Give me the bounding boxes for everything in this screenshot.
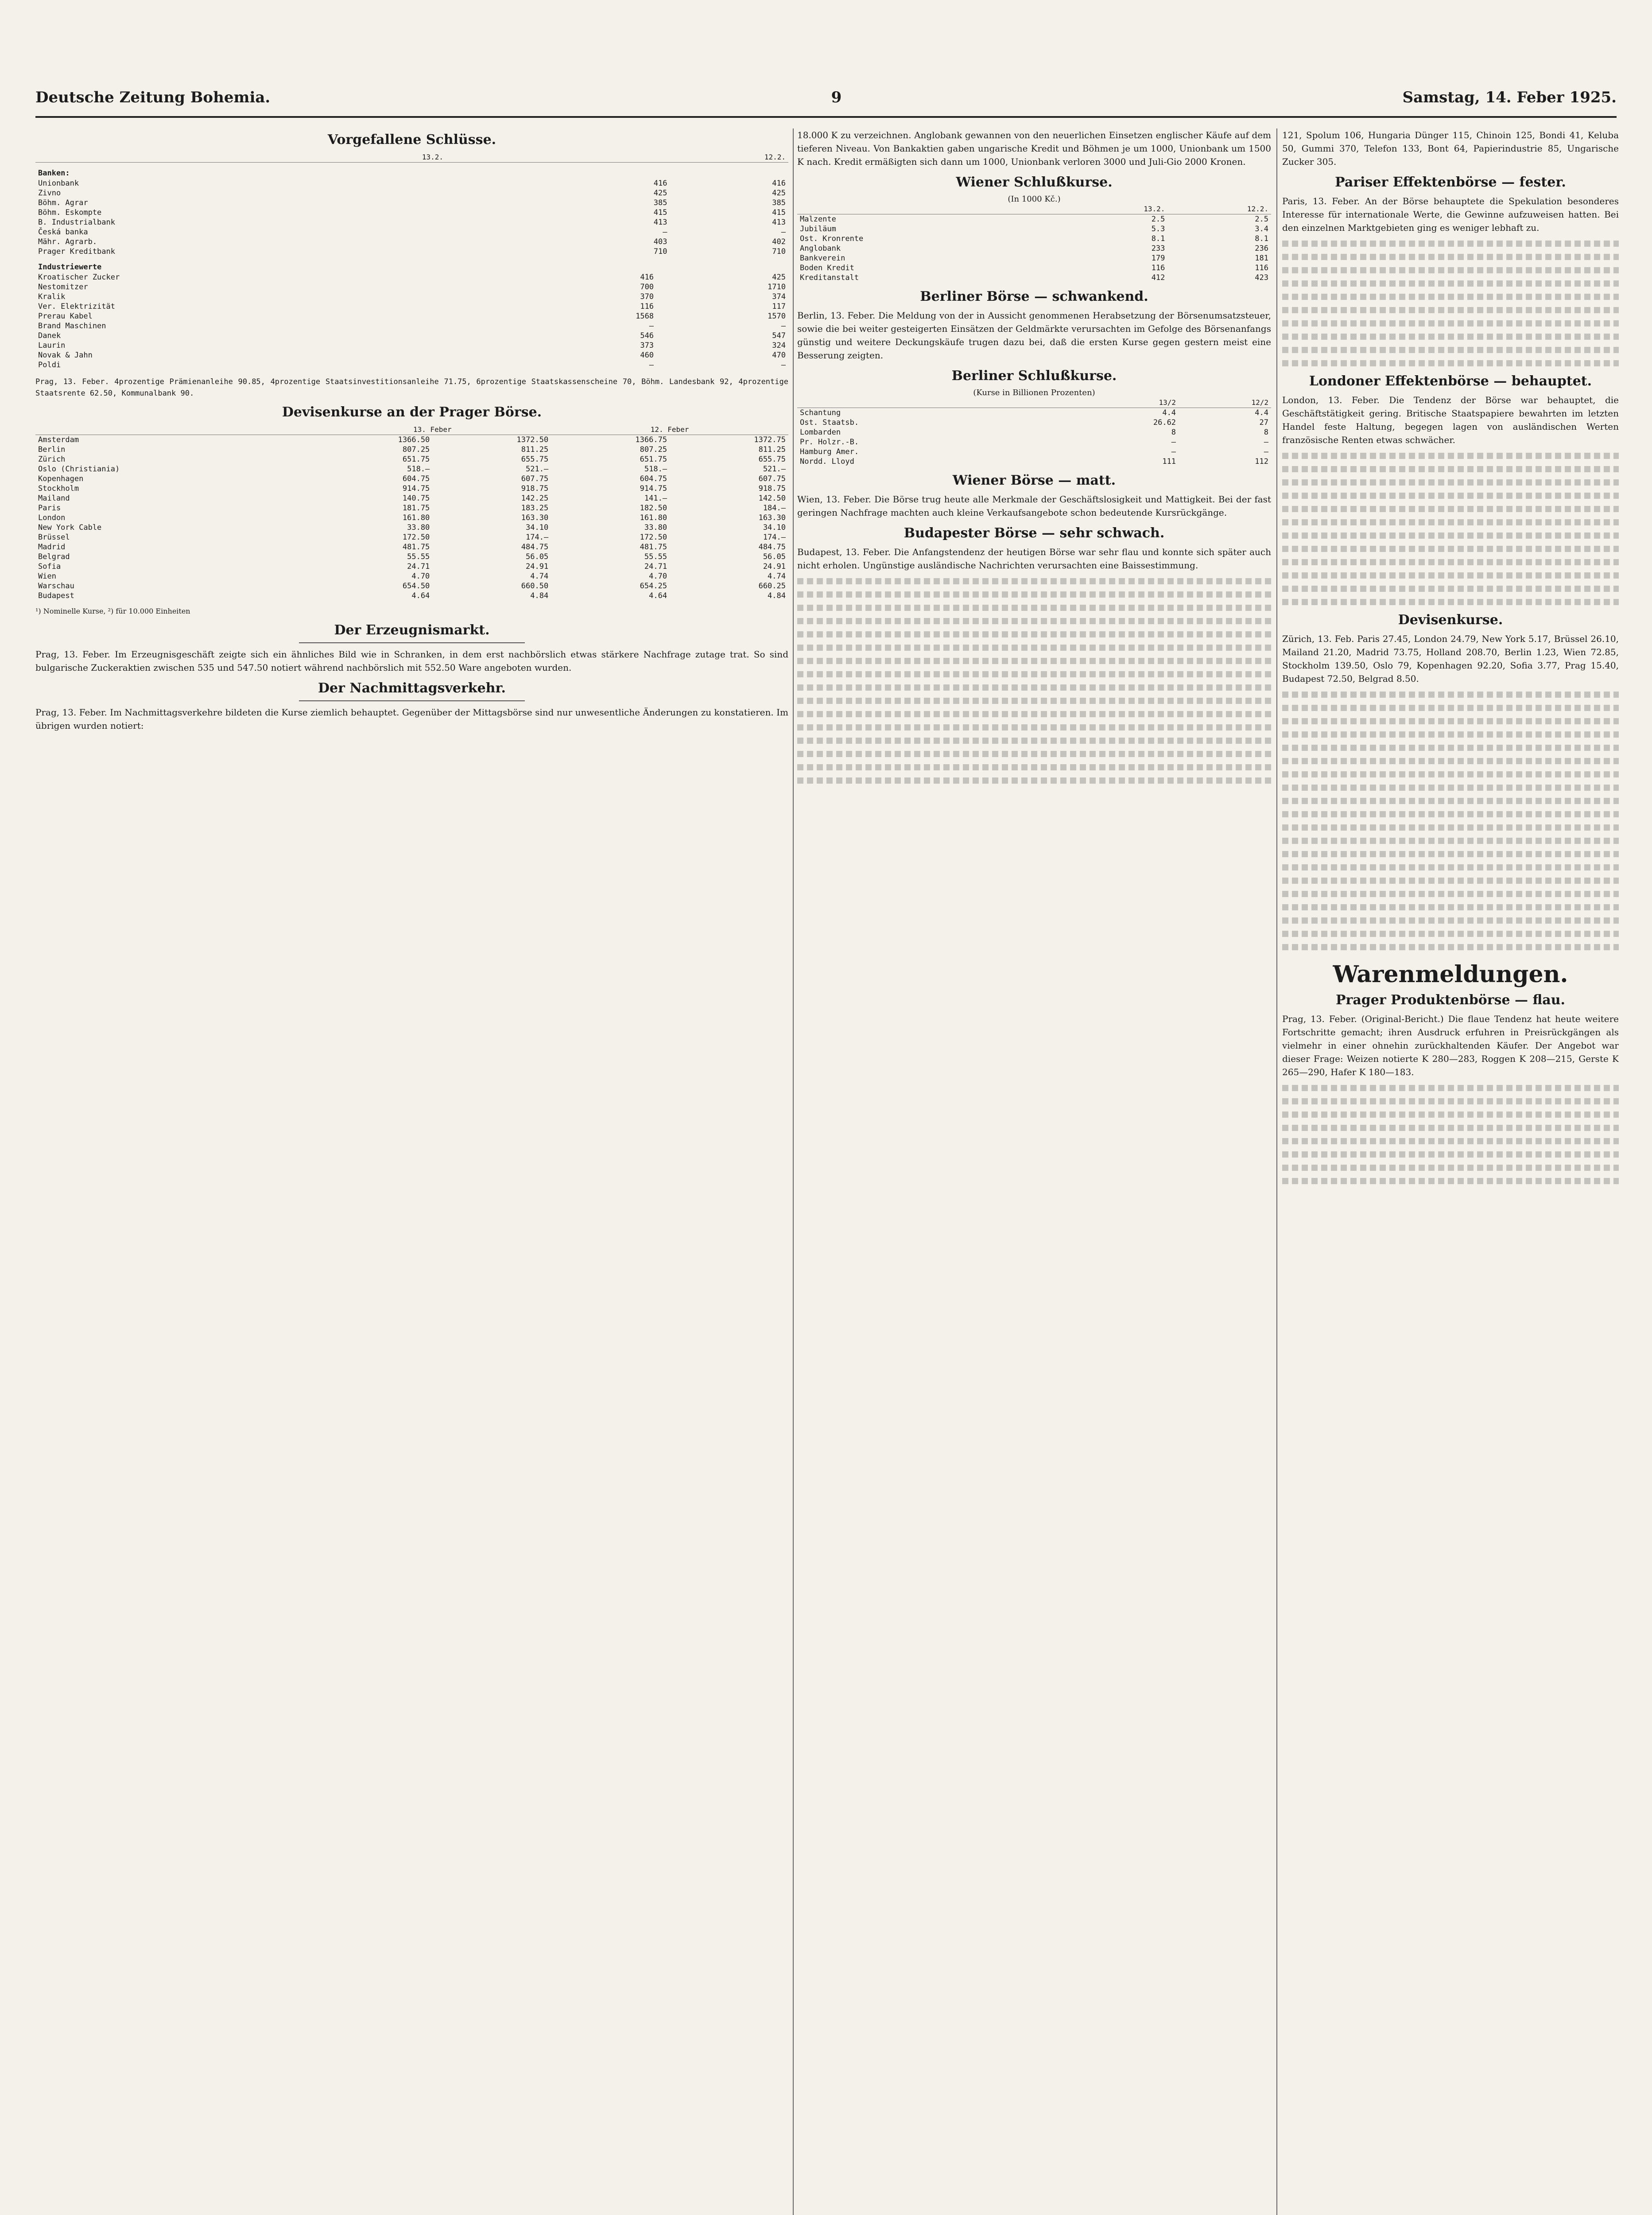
rate-cell: 651.75 (640, 455, 667, 464)
article-text: 121, Spolum 106, Hungaria Dünger 115, Chinoin 125, Bondi 41, Keluba 50, Gummi 370, Telefon 133, Bont 64, Papierindustrie 85, Ungarische Zucker 305. (1282, 130, 1619, 167)
cell: 8 (1171, 428, 1176, 437)
table-row (35, 218, 788, 227)
cell: 111 (1162, 457, 1176, 466)
table-row (797, 447, 1271, 457)
table-row (797, 408, 1271, 418)
cell: 460 (640, 351, 654, 360)
article-text: Berlin, 13. Feber. Die Meldung von der in Aussicht genommenen Herabsetzung der Börsenumsatzsteuer, sowie die bei weiter gesteigerten Einsätzen der Geldmärkte verursachten im Gefolge des Börsenanfangs günstig und weitere Deckungskäufe trugen dazu bei, daß die ersten Kurse gegen gestern meist eine Besserung zeigten. (797, 310, 1271, 361)
rate-cell: 181.75 (402, 504, 430, 513)
table-row (35, 484, 788, 494)
rate-cell: 518.— (407, 465, 430, 474)
column-1 (35, 128, 788, 2215)
cell: — (781, 228, 786, 237)
cell: — (663, 228, 667, 237)
cell: — (649, 322, 654, 330)
rate-cell: 55.55 (644, 552, 667, 561)
table-row (35, 331, 788, 341)
section-title: Budapester Börse — sehr schwach. (904, 525, 1165, 541)
table-row (35, 179, 788, 188)
rate-cell: 660.25 (758, 582, 786, 591)
cell: Nordd. Lloyd (800, 457, 854, 466)
cell: Kralik (38, 292, 66, 301)
illegible-text-block (1282, 453, 1619, 605)
cell: Prager Kreditbank (38, 247, 115, 256)
issue-date: Samstag, 14. Feber 1925. (1402, 89, 1617, 106)
cell: Laurin (38, 341, 66, 350)
category-label: Banken: (38, 169, 70, 178)
table-row (35, 227, 788, 237)
rate-cell: 172.50 (640, 533, 667, 542)
cell: 416 (653, 179, 667, 188)
column-divider (793, 128, 794, 2215)
rate-cell: 34.10 (526, 523, 549, 532)
cell: 324 (772, 341, 786, 350)
table-row (35, 237, 788, 247)
article-text: Zürich, 13. Feb. Paris 27.45, London 24.79, New York 5.17, Brüssel 26.10, Mailand 21.20, Madrid 73.75, Holland 208.70, Berlin 1.23, Wien 72.85, Stockholm 139.50, Oslo 79, Kopenhagen 92.20, Sofia 3.77, Prag 15.40, Budapest 72.50, Belgrad 8.50. (1282, 633, 1619, 684)
table-row (797, 437, 1271, 447)
cell: 2.5 (1255, 215, 1268, 224)
rate-cell: 4.84 (768, 591, 786, 600)
cell: 412 (1151, 273, 1165, 282)
cell: 1568 (636, 312, 654, 321)
currency-label: Mailand (38, 494, 70, 503)
rate-cell: 4.84 (530, 591, 549, 600)
divider (299, 700, 525, 701)
cell: — (649, 361, 654, 369)
section-subtitle: (In 1000 Kč.) (1008, 194, 1061, 204)
cell: 415 (772, 208, 786, 217)
table-row (35, 208, 788, 218)
cell: 700 (640, 283, 654, 291)
cell: 181 (1255, 254, 1268, 263)
header-cell (35, 424, 314, 435)
currency-label: Madrid (38, 543, 66, 552)
column-3 (1282, 128, 1619, 2215)
cell: Danek (38, 331, 61, 340)
section-title: Pariser Effektenbörse — fester. (1335, 175, 1566, 190)
cell: 4.4 (1162, 408, 1176, 417)
cell: Bankverein (800, 254, 845, 263)
rate-cell: 604.75 (402, 474, 430, 483)
page-number: 9 (831, 89, 842, 106)
rate-cell: 481.75 (402, 543, 430, 552)
cell: 1710 (768, 283, 786, 291)
cell: 4.4 (1255, 408, 1268, 417)
rate-cell: 918.75 (521, 484, 549, 493)
table-row (35, 198, 788, 208)
cell: 423 (1255, 273, 1268, 282)
cell: 8.1 (1255, 234, 1268, 243)
section-title: Londoner Effektenbörse — behauptet. (1309, 373, 1592, 389)
cell: 385 (772, 198, 786, 207)
cell: 403 (653, 237, 667, 246)
header-cell: 13/2 (1063, 397, 1179, 408)
cell: 5.3 (1151, 225, 1165, 233)
rate-cell: 655.75 (521, 455, 549, 464)
illegible-text-block (1282, 241, 1619, 366)
cell: Kroatischer Zucker (38, 273, 120, 282)
cell: Kreditanstalt (800, 273, 859, 282)
cell: — (1264, 438, 1268, 447)
cell: Prerau Kabel (38, 312, 93, 321)
rate-cell: 161.80 (402, 513, 430, 522)
cell: 179 (1151, 254, 1165, 263)
table-row (797, 457, 1271, 466)
cell: Ost. Staatsb. (800, 418, 859, 427)
table-row (797, 224, 1271, 234)
cell: Unionbank (38, 179, 79, 188)
cell: 117 (772, 302, 786, 311)
rate-cell: 56.05 (526, 552, 549, 561)
section-title: Devisenkurse. (1398, 612, 1503, 628)
cell: 3.4 (1255, 225, 1268, 233)
cell: Nestomitzer (38, 283, 88, 291)
table-row (35, 581, 788, 591)
cell: Boden Kredit (800, 264, 854, 272)
cell: 385 (653, 198, 667, 207)
cell: 710 (772, 247, 786, 256)
quotes-table (797, 204, 1271, 283)
cell: — (1171, 447, 1176, 456)
table-row (35, 523, 788, 532)
rate-cell: 918.75 (758, 484, 786, 493)
article-text: 18.000 K zu verzeichnen. Anglobank gewannen von den neuerlichen Einsetzen englischer Käufe auf dem tieferen Niveau. Von Bankaktien gaben ungarische Kredit und Böhmen je um 1000, Unionbank um 1500 K nach. Kredit ermäßigten sich dann um 1000, Unionbank verloren 3000 und Juli-Gio 2000 Kronen. (797, 130, 1271, 167)
rate-cell: 33.80 (644, 523, 667, 532)
rate-cell: 607.75 (521, 474, 549, 483)
rate-cell: 174.— (526, 533, 549, 542)
table-row (35, 552, 788, 562)
currency-label: Sofia (38, 562, 61, 571)
cell: Česká banka (38, 228, 88, 237)
table-row (35, 321, 788, 331)
table-row (797, 263, 1271, 273)
cell: 236 (1255, 244, 1268, 253)
cell: B. Industrialbank (38, 218, 115, 227)
currency-label: Wien (38, 572, 56, 581)
section-title: Berliner Börse — schwankend. (920, 289, 1148, 304)
rate-cell: 142.25 (521, 494, 549, 503)
rate-cell: 140.75 (402, 494, 430, 503)
cell: 415 (653, 208, 667, 217)
cell: 26.62 (1153, 418, 1176, 427)
rate-cell: 24.91 (526, 562, 549, 571)
cell: Anglobank (800, 244, 841, 253)
rate-cell: 521.— (763, 465, 786, 474)
header-cell: 12. Feber (551, 424, 788, 435)
rate-cell: 33.80 (407, 523, 430, 532)
cell: 112 (1255, 457, 1268, 466)
cell: Ver. Elektrizität (38, 302, 115, 311)
section-subtitle: Prager Produktenbörse — flau. (1336, 992, 1565, 1008)
rate-cell: 174.— (763, 533, 786, 542)
table-row (35, 591, 788, 601)
rate-cell: 4.70 (649, 572, 667, 581)
market-paragraph: Prag, 13. Feber. 4prozentige Prämienanleihe 90.85, 4prozentige Staatsinvestitionsanleihe 71.75, 6prozentige Staatskassenscheine 70, Böhm. Landesbank 92, 4prozentige Staatsrente 62.50, Kommunalbank 90. (35, 377, 788, 398)
table-row (35, 435, 788, 445)
cell: — (781, 361, 786, 369)
cell: Böhm. Agrar (38, 198, 88, 207)
cell: Mähr. Agrarb. (38, 237, 97, 246)
table-row (35, 302, 788, 311)
header-cell: 12.2. (1167, 204, 1271, 214)
rate-cell: 163.30 (758, 513, 786, 522)
cell: 425 (772, 189, 786, 198)
rate-cell: 24.91 (763, 562, 786, 571)
cell: — (781, 322, 786, 330)
rate-cell: 1366.75 (635, 435, 667, 444)
cell: 8.1 (1151, 234, 1165, 243)
cell: 116 (1255, 264, 1268, 272)
cell: 470 (772, 351, 786, 360)
article-text: Wien, 13. Feber. Die Börse trug heute alle Merkmale der Geschäftslosigkeit und Mattigkeit. Bei der fast geringen Nachfrage machten auch kleine Verkaufsangebote schon bedeutende Kursrückgänge. (797, 494, 1271, 518)
table-row (35, 464, 788, 474)
rate-cell: 654.50 (402, 582, 430, 591)
section-title: Devisenkurse an der Prager Börse. (282, 404, 542, 420)
cell: Ost. Kronrente (800, 234, 864, 243)
currency-label: Warschau (38, 582, 74, 591)
devisen-table (35, 424, 788, 601)
currency-label: New York Cable (38, 523, 102, 532)
section-subtitle: (Kurse in Billionen Prozenten) (973, 388, 1095, 397)
section-title: Wiener Schlußkurse. (956, 175, 1113, 190)
article-text: Budapest, 13. Feber. Die Anfangstendenz der heutigen Börse war sehr flau und konnte sich später auch nicht erholen. Ungünstige ausländische Nachrichten verursachten eine Baissestimmung. (797, 547, 1271, 571)
article-text: London, 13. Feber. Die Tendenz der Börse war behauptet, die Geschäftstätigkeit gering. Britische Staatspapiere bewahrten im letzten Handel feste Haltung, begegen lagen von ausländischen Werten französische Renten etwas schwächer. (1282, 395, 1619, 445)
article-text: Paris, 13. Feber. An der Börse behauptete die Spekulation besonderes Interesse für internationale Werte, die Gewinne aufzuweisen hatten. Bei den einzelnen Marktgebieten ging es weniger lebhaft zu. (1282, 196, 1619, 233)
currency-label: Oslo (Christiania) (38, 465, 120, 474)
currency-label: Paris (38, 504, 61, 513)
table-row (35, 571, 788, 581)
cell: 416 (772, 179, 786, 188)
rate-cell: 521.— (526, 465, 549, 474)
illegible-text-block (1282, 692, 1619, 950)
currency-label: Berlin (38, 445, 66, 454)
cell: — (1171, 438, 1176, 447)
cell: 27 (1259, 418, 1268, 427)
column-divider (1276, 128, 1277, 2215)
table-row (35, 532, 788, 542)
rate-cell: 484.75 (758, 543, 786, 552)
rate-cell: 183.25 (521, 504, 549, 513)
table-row (35, 494, 788, 503)
rate-cell: 807.25 (402, 445, 430, 454)
header-cell (797, 397, 1063, 408)
footnote: ¹) Nominelle Kurse, ²) für 10.000 Einheiten (35, 607, 190, 615)
article-text: Prag, 13. Feber. Im Nachmittagsverkehre bildeten die Kurse ziemlich behauptet. Gegenüber der Mittagsbörse sind nur unwesentliche Änderungen zu konstatieren. Im übrigen wurden notiert: (35, 707, 788, 731)
cell: Zivno (38, 189, 61, 198)
table-row (35, 272, 788, 282)
header-rule (35, 116, 1617, 118)
table-row (35, 445, 788, 455)
cell: Malzente (800, 215, 836, 224)
divider (299, 642, 525, 643)
section-title: Warenmeldungen. (1333, 961, 1568, 988)
rate-cell: 914.75 (640, 484, 667, 493)
cell: 416 (640, 273, 654, 282)
rate-cell: 55.55 (407, 552, 430, 561)
rate-cell: 654.25 (640, 582, 667, 591)
rate-cell: 1372.50 (516, 435, 549, 444)
cell: Schantung (800, 408, 841, 417)
table-row (797, 234, 1271, 244)
table-row (35, 513, 788, 523)
rate-cell: 481.75 (640, 543, 667, 552)
rate-cell: 184.— (763, 504, 786, 513)
cell: Brand Maschinen (38, 322, 106, 330)
table-row (797, 273, 1271, 283)
article-text: Prag, 13. Feber. Im Erzeugnisgeschäft zeigte sich ein ähnliches Bild wie in Schranken, in dem erst nachbörslich etwas stärkere Nachfrage zutage trat. So sind bulgarische Zuckeraktien zwischen 535 und 547.50 notiert während nachbörslich mit 552.50 Ware angeboten wurden. (35, 649, 788, 673)
rate-cell: 161.80 (640, 513, 667, 522)
header-cell: 13. Feber (314, 424, 551, 435)
rate-cell: 163.30 (521, 513, 549, 522)
rate-cell: 607.75 (758, 474, 786, 483)
table-row (35, 474, 788, 484)
rate-cell: 172.50 (402, 533, 430, 542)
cell: Böhm. Eskompte (38, 208, 102, 217)
cell: 116 (1151, 264, 1165, 272)
header-cell: 12/2 (1179, 397, 1271, 408)
cell: 116 (640, 302, 654, 311)
article-text: Prag, 13. Feber. (Original-Bericht.) Die flaue Tendenz hat heute weitere Fortschritte gemacht; ihren Ausdruck erfuhren in Preisrückgängen als vielmehr in einer ohnehin zurückhaltenden Käufer. Der Angebot war dieser Frage: Weizen notierte K 280—283, Roggen K 208—215, Gerste K 265—290, Hafer K 180—183. (1282, 1014, 1619, 1077)
cell: 402 (772, 237, 786, 246)
cell: 425 (653, 189, 667, 198)
rate-cell: 24.71 (407, 562, 430, 571)
table-row (35, 455, 788, 464)
rate-cell: 34.10 (763, 523, 786, 532)
page-header (35, 80, 1617, 115)
table-row (797, 244, 1271, 253)
cell: Jubiläum (800, 225, 836, 233)
rate-cell: 484.75 (521, 543, 549, 552)
rate-cell: 660.50 (521, 582, 549, 591)
header-cell: 12.2. (446, 152, 788, 163)
table-row (797, 214, 1271, 225)
rate-cell: 914.75 (402, 484, 430, 493)
currency-label: Belgrad (38, 552, 70, 561)
header-cell: 13.2. (104, 152, 446, 163)
table-row (35, 282, 788, 292)
table-row (35, 350, 788, 360)
header-cell: 13.2. (1064, 204, 1168, 214)
table-row (797, 418, 1271, 427)
currency-label: Amsterdam (38, 435, 79, 444)
cell: 547 (772, 331, 786, 340)
currency-label: Zürich (38, 455, 66, 464)
cell: Pr. Holzr.-B. (800, 438, 859, 447)
cell: 1570 (768, 312, 786, 321)
rate-cell: 4.74 (768, 572, 786, 581)
rate-cell: 4.70 (411, 572, 430, 581)
quotes-table (797, 397, 1271, 466)
table-row (35, 562, 788, 571)
rate-cell: 651.75 (402, 455, 430, 464)
rate-cell: 811.25 (758, 445, 786, 454)
rate-cell: 4.64 (411, 591, 430, 600)
section-title: Berliner Schlußkurse. (951, 368, 1117, 384)
illegible-text-block (1282, 1085, 1619, 1184)
cell: 373 (640, 341, 654, 350)
cell: 413 (653, 218, 667, 227)
rate-cell: 604.75 (640, 474, 667, 483)
section-title: Der Erzeugnismarkt. (334, 622, 490, 638)
cell: 546 (640, 331, 654, 340)
currency-label: Budapest (38, 591, 74, 600)
masthead: Deutsche Zeitung Bohemia. (35, 89, 271, 106)
cell: — (1264, 447, 1268, 456)
cell: 425 (772, 273, 786, 282)
table-row (35, 188, 788, 198)
table-row (35, 542, 788, 552)
rate-cell: 141.— (644, 494, 667, 503)
table-row (797, 253, 1271, 263)
table-row (35, 503, 788, 513)
cell: 710 (653, 247, 667, 256)
category-label: Industriewerte (38, 263, 102, 272)
table-row (35, 341, 788, 350)
quotes-table (35, 272, 788, 370)
header-cell (797, 204, 1064, 214)
rate-cell: 807.25 (640, 445, 667, 454)
table-row (35, 311, 788, 321)
section-title: Der Nachmittagsverkehr. (318, 680, 506, 696)
table-row (35, 360, 788, 370)
column-2 (797, 128, 1271, 2215)
quotes-table (35, 179, 788, 256)
currency-label: Brüssel (38, 533, 70, 542)
cell: Novak & Jahn (38, 351, 93, 360)
rate-cell: 4.74 (530, 572, 549, 581)
table-row (35, 292, 788, 302)
rate-cell: 1366.50 (398, 435, 430, 444)
section-title: Vorgefallene Schlüsse. (327, 132, 496, 148)
cell: 374 (772, 292, 786, 301)
section-title: Wiener Börse — matt. (952, 473, 1116, 488)
cell: 233 (1151, 244, 1165, 253)
cell: 370 (640, 292, 654, 301)
cell: Lombarden (800, 428, 841, 437)
currency-label: Kopenhagen (38, 474, 84, 483)
cell: 413 (772, 218, 786, 227)
closing-prices-table (35, 152, 788, 163)
cell: 8 (1264, 428, 1268, 437)
rate-cell: 182.50 (640, 504, 667, 513)
cell: Hamburg Amer. (800, 447, 859, 456)
rate-cell: 4.64 (649, 591, 667, 600)
table-row (797, 427, 1271, 437)
cell: 2.5 (1151, 215, 1165, 224)
currency-label: Stockholm (38, 484, 79, 493)
rate-cell: 24.71 (644, 562, 667, 571)
rate-cell: 56.05 (763, 552, 786, 561)
table-row (35, 247, 788, 256)
rate-cell: 142.50 (758, 494, 786, 503)
currency-label: London (38, 513, 66, 522)
header-cell (35, 152, 104, 163)
illegible-text-block (797, 578, 1271, 784)
rate-cell: 518.— (644, 465, 667, 474)
rate-cell: 811.25 (521, 445, 549, 454)
rate-cell: 1372.75 (754, 435, 786, 444)
cell: Poldi (38, 361, 61, 369)
rate-cell: 655.75 (758, 455, 786, 464)
